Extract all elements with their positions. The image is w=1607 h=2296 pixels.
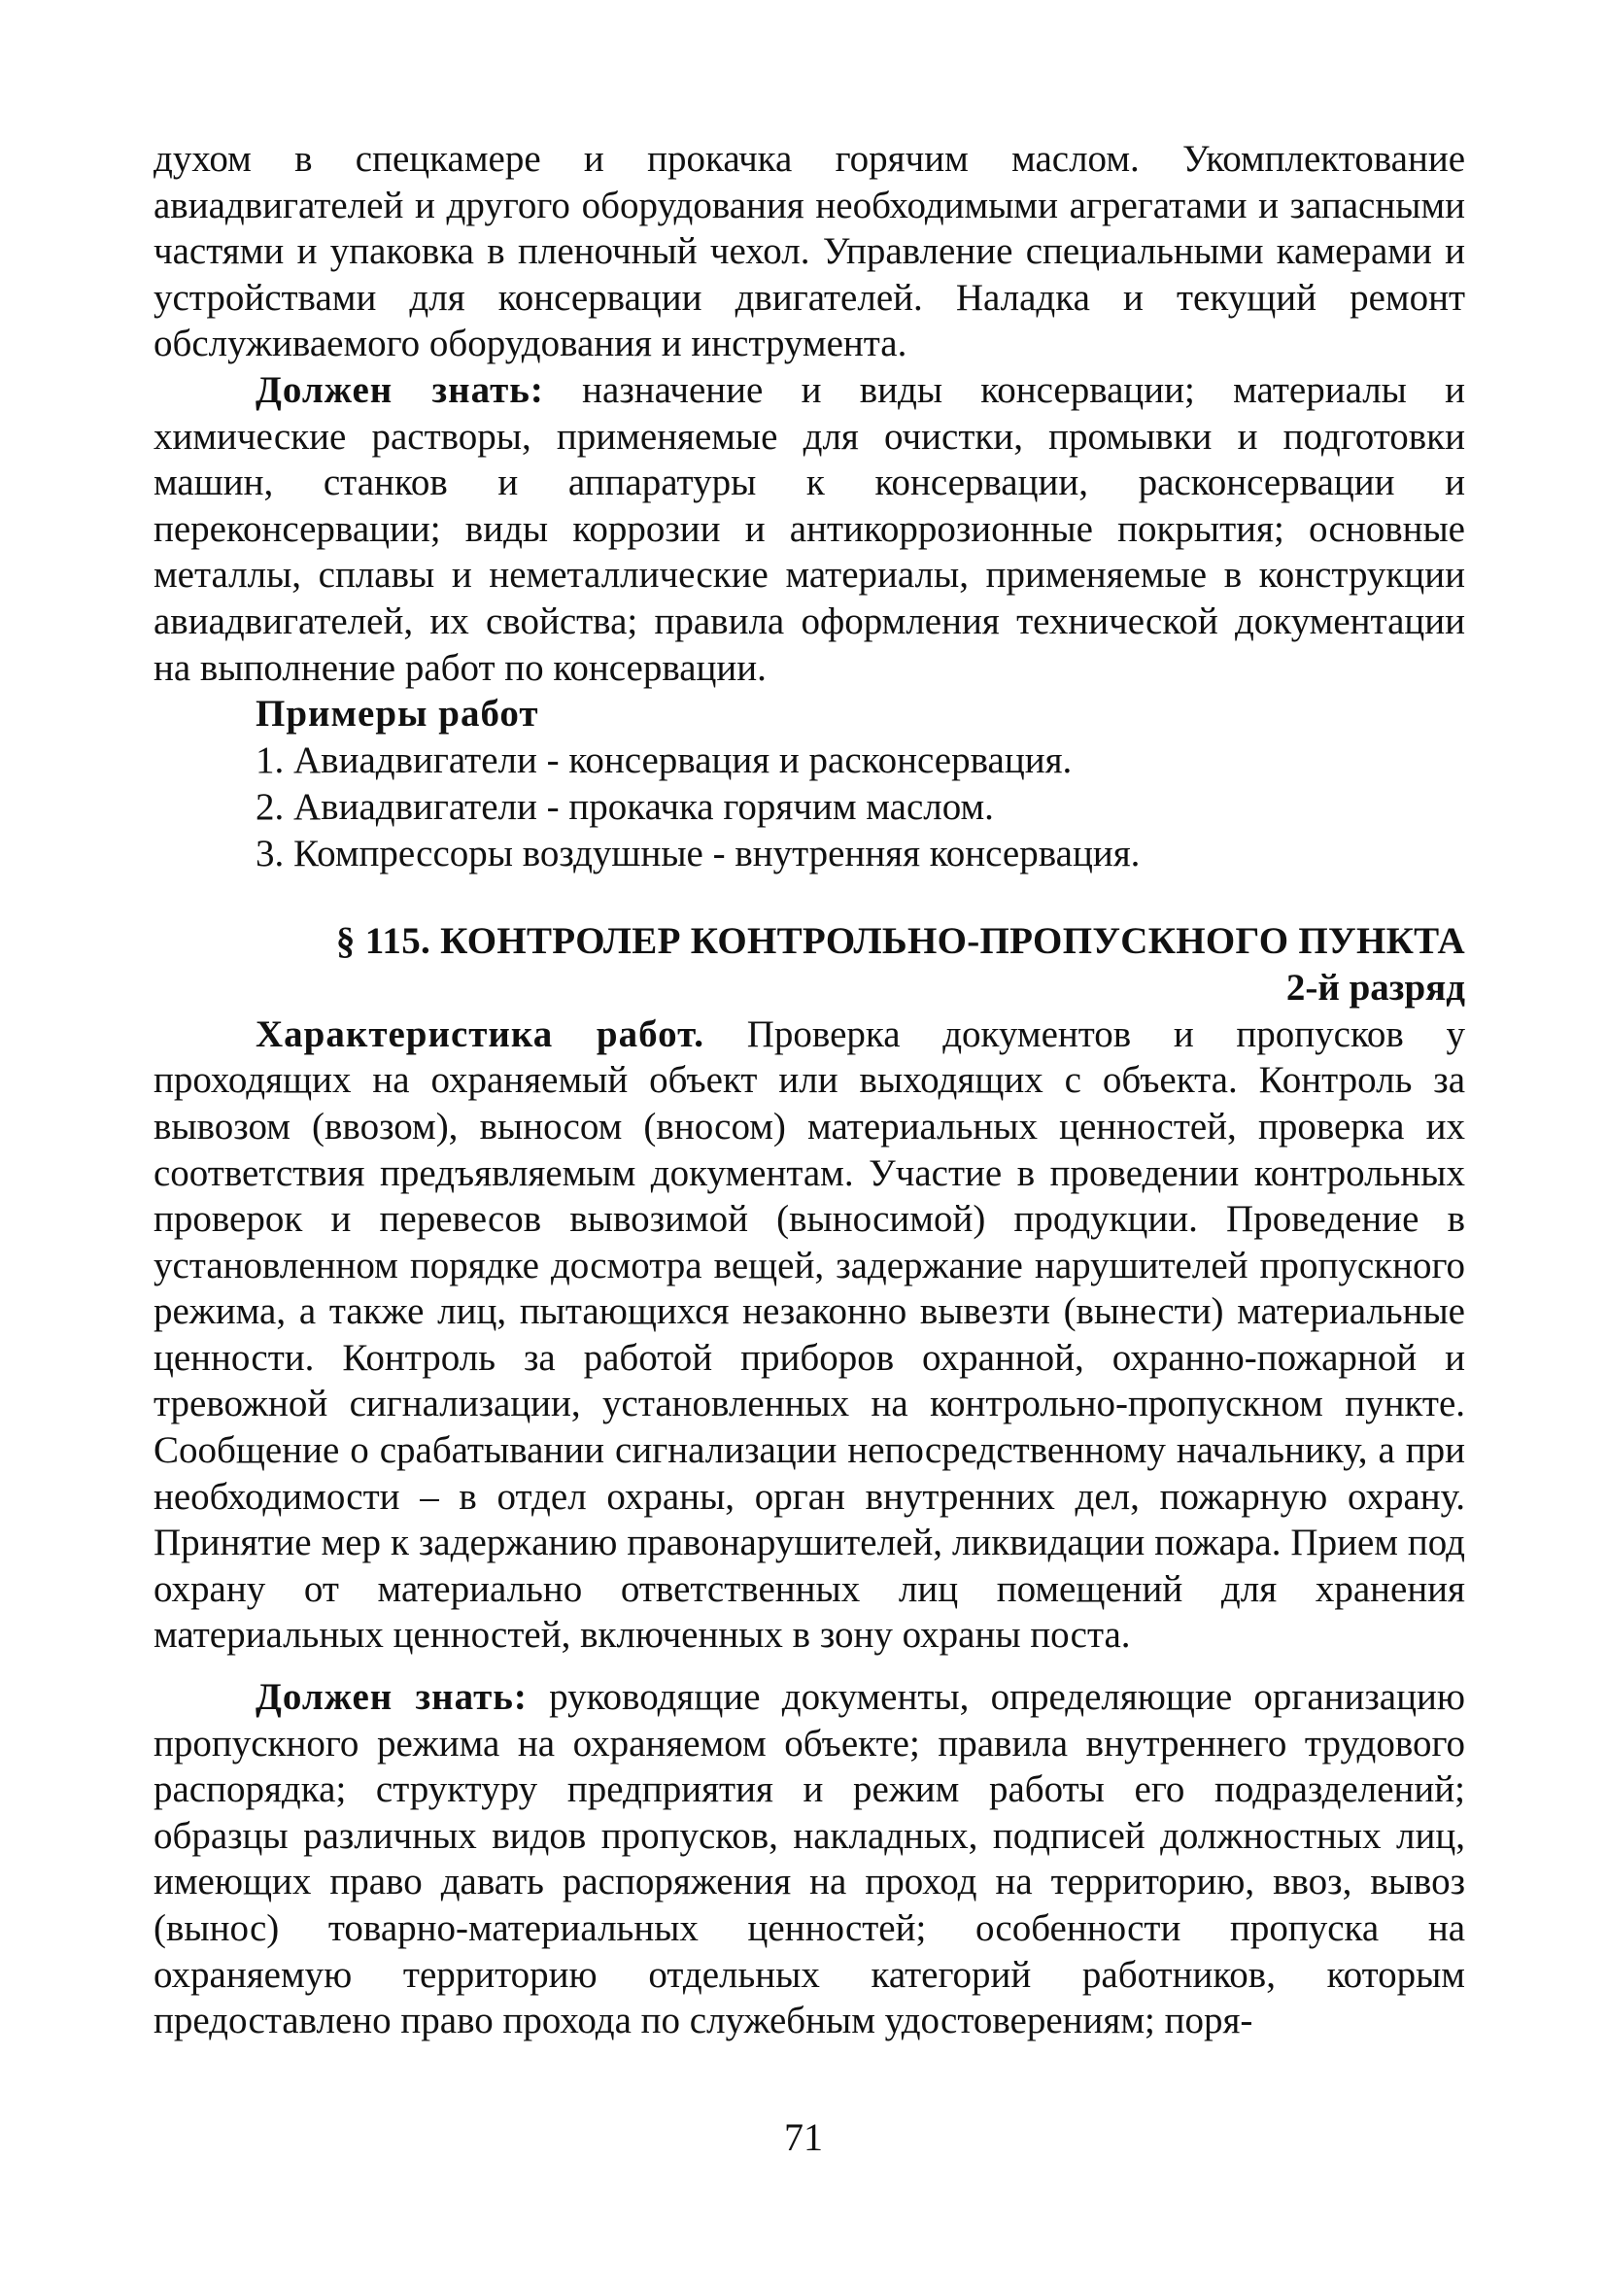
section-title: § 115. КОНТРОЛЕР КОНТРОЛЬНО-ПРОПУСКНОГО ПУНКТА bbox=[335, 919, 1465, 962]
knowledge-paragraph-2 bbox=[154, 1674, 1465, 2044]
example-item: 1. Авиадвигатели - консервация и расконсервация. bbox=[256, 738, 1073, 781]
characteristics-lead: Характеристика работ. bbox=[256, 1012, 705, 1055]
examples-heading: Примеры работ bbox=[256, 693, 539, 736]
example-item: 2. Авиадвигатели - прокачка горячим маслом. bbox=[256, 785, 994, 828]
section-grade: 2-й разряд bbox=[1285, 966, 1465, 1009]
page-number: 71 bbox=[784, 2115, 823, 2159]
knowledge-lead-1: Должен знать: bbox=[256, 368, 544, 411]
characteristics-paragraph bbox=[154, 1011, 1465, 1659]
document-page bbox=[154, 136, 1465, 2044]
examples-list bbox=[154, 737, 1465, 877]
knowledge-text-1: назначение и виды консервации; материалы и химические растворы, применяемые для очистки, промывки и подготовки машин, станков и аппаратуры к консервации, расконсервации и переконсервации; виды коррозии и антикоррозионные покрытия; основные металлы, сплавы и неметаллические материалы, применяемые в конструкции авиадвигателей, их свойства; правила оформления технической документации на выполнение работ по консервации. bbox=[154, 368, 1465, 689]
knowledge-text-2: руководящие документы, определяющие организацию пропускного режима на охраняемом объекте; правила внутреннего трудового распорядка; структуру предприятия и режим работы его подразделений; образцы различных видов пропусков, накладных, подписей должностных лиц, имеющих право давать распоряжения на проход на территорию, ввоз, вывоз (вынос) товарно-материальных ценностей; особенности пропуска на охраняемую территорию отдельных категорий работников, которым предоставлено право прохода по служебным удостоверениям; поря- bbox=[154, 1676, 1465, 2042]
intro-paragraph: духом в спецкамере и прокачка горячим маслом. Укомплектование авиадвигателей и другого оборудования необходимыми агрегатами и запасными частями и упаковка в пленочный чехол. Управление специальными камерами и устройствами для консервации двигателей. Наладка и текущий ремонт обслуживаемого оборудования и инструмента. bbox=[154, 138, 1465, 365]
characteristics-text: Проверка документов и пропусков у проходящих на охраняемый объект или выходящих с объекта. Контроль за вывозом (ввозом), выносом (вносом) материальных ценностей, проверка их соответствия предъявляемым документам. Участие в проведении контрольных проверок и перевесов вывозимой (выносимой) продукции. Проведение в установленном порядке досмотра вещей, задержание нарушителей пропускного режима, а также лиц, пытающихся незаконно вывезти (вынести) материальные ценности. Контроль за работой приборов охранной, охранно-пожарной и тревожной сигнализации, установленных на контрольно-пропускном пункте. Сообщение о срабатывании сигнализации непосредственному начальнику, а при необходимости – в отдел охраны, орган внутренних дел, пожарную охрану. Принятие мер к задержанию правонарушителей, ликвидации пожара. Прием под охрану от материально ответственных лиц помещений для хранения материальных ценностей, включенных в зону охраны поста. bbox=[154, 1012, 1465, 1657]
knowledge-lead-2: Должен знать: bbox=[256, 1676, 528, 1719]
example-item: 3. Компрессоры воздушные - внутренняя консервация. bbox=[256, 832, 1141, 874]
knowledge-paragraph-1 bbox=[154, 367, 1465, 691]
